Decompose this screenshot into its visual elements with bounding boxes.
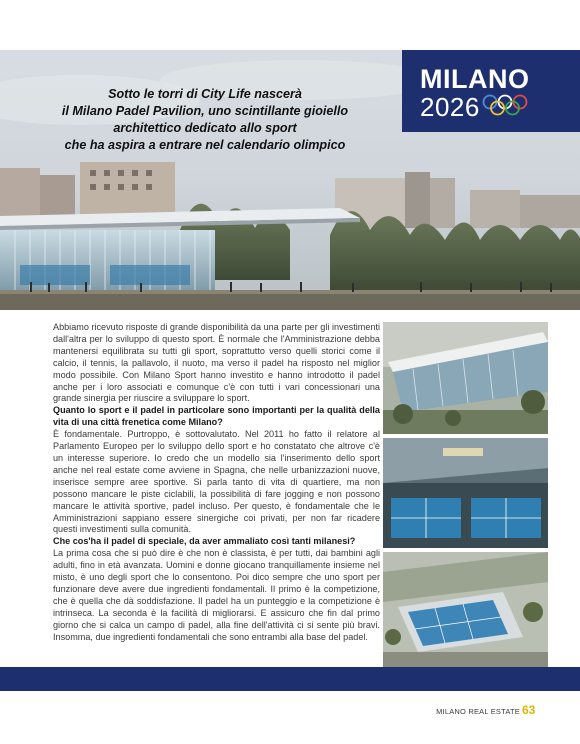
article-body (53, 322, 380, 643)
render-image-exterior (383, 322, 548, 434)
paragraph: Abbiamo ricevuto risposte di grande disponibilità da una parte per gli investimenti dall'altra per lo sviluppo di questo sport. È normale che l'Amministrazione debba mantenersi equilibrata su tutti gli sport, soprattutto verso quelli storici come il calcio, il tennis, la pallavolo, il nuoto, ma verso il padel ha risposto nel miglior modo possibile. Con Milano Sport hanno investito e hanno introdotto il padel anche per i loro associati e comunque c'è con tutti i vari concessionari una grande sinergia per riuscire a sviluppare lo sport. (53, 322, 380, 404)
logo-year: 2026 (420, 92, 480, 122)
milano-2026-logo (402, 50, 580, 132)
footer-label: MILANO REAL ESTATE (436, 707, 520, 716)
hero-caption (40, 86, 370, 154)
page-number: 63 (522, 703, 536, 717)
interview-question: Quanto lo sport e il padel in particolare sono importanti per la qualità della vita di una città frenetica come Milano? (53, 405, 380, 428)
paragraph: La prima cosa che si può dire è che non è classista, è per tutti, dai bambini agli adulti, fino in età avanzata. Uomini e donne giocano tranquillamente insieme nel misto, è uno degli sport che lo consentono. Poi dico sempre che uno sport per funzionare deve avere due ingredienti fondamentali. Il primo è la competizione, che è quella che dà soddisfazione. Il padel ha un punteggio e la competizione è intrinseca. La seconda è la facilità di migliorarsi. E assicuro che fin dal primo giorno che si calca un campo di padel, alla fine dell'attività ci si sente più bravi. Insomma, due ingredienti fondamentali che sono entrambi alla base del padel. (53, 548, 380, 642)
olympic-rings-icon (480, 94, 560, 116)
interview-question: Che cos'ha il padel di speciale, da aver ammaliato così tanti milanesi? (53, 536, 356, 547)
render-images-column (383, 322, 548, 667)
logo-title: MILANO (420, 64, 530, 94)
render-image-aerial (383, 552, 548, 667)
top-margin (0, 0, 580, 50)
caption-line: architettico dedicato allo sport (113, 121, 297, 135)
render-image-interior (383, 438, 548, 548)
caption-line: che ha aspira a entrare nel calendario olimpico (64, 138, 346, 152)
caption-line: Sotto le torri di City Life nascerà (108, 87, 302, 101)
caption-line: il Milano Padel Pavilion, uno scintillante gioiello (61, 104, 349, 118)
bottom-band (0, 667, 580, 691)
paragraph: È fondamentale. Purtroppo, è sottovalutato. Nel 2011 ho fatto il relatore al Parlamento Europeo per lo sviluppo dello sport e ho constatato che altrove c'è un interesse superiore. Io credo che un modello sia l'inserimento dello sport anche nel real estate come avviene in Spagna, che nelle urbanizzazioni nuove, inserisce sempre aree sportive. Si parla tanto di vita di quartiere, ma non possono mancare le piste ciclabili, la possibilità di fare jogging e non possono mancare le attività sportive, padel incluso. Per questo, è fondamentale che le Amministrazioni sappiano essere sinergiche coi privati, per non far ricadere questi investimenti sulla comunità. (53, 429, 380, 535)
